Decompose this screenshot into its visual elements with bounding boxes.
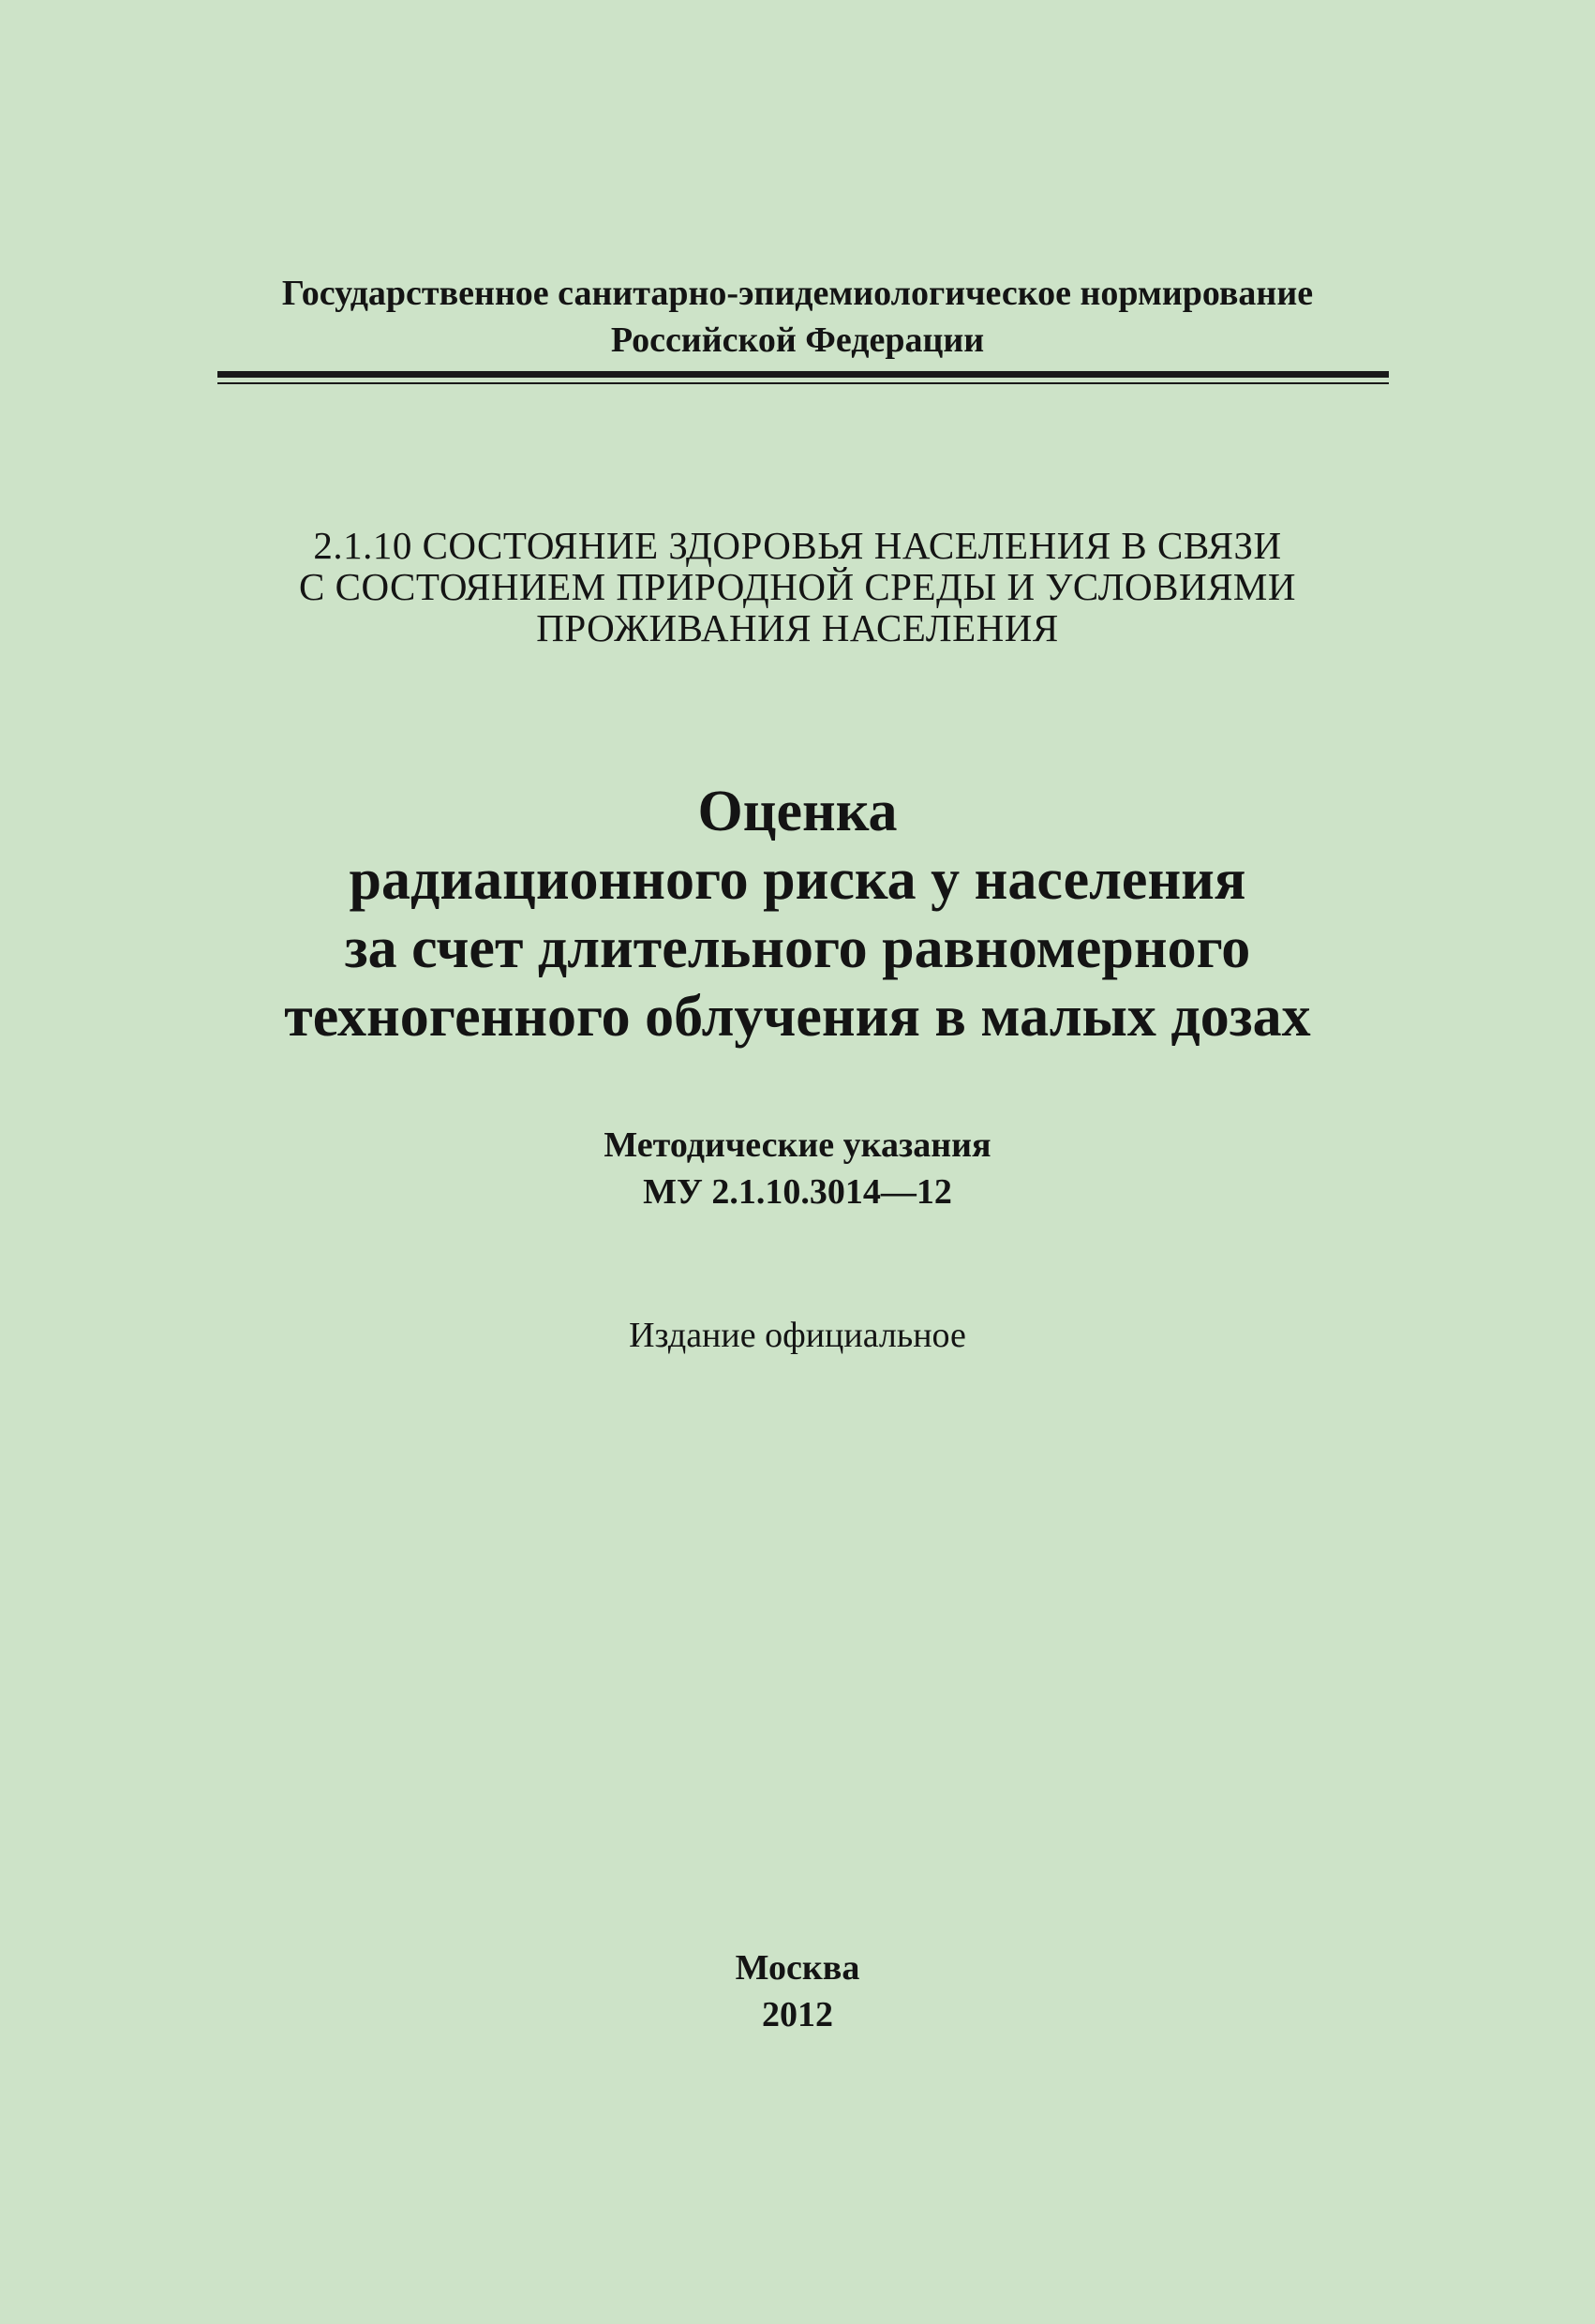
issuing-series-header <box>0 270 1595 364</box>
imprint-city: Москва <box>735 1948 860 1988</box>
header-line-1: Государственное санитарно-эпидемиологическое нормирование <box>281 274 1314 313</box>
imprint-year: 2012 <box>762 1995 833 2034</box>
section-line-1: 2.1.10 СОСТОЯНИЕ ЗДОРОВЬЯ НАСЕЛЕНИЯ В СВЯЗИ <box>313 524 1282 567</box>
doc-type-label: Методические указания <box>604 1125 991 1165</box>
header-divider-thick <box>217 371 1389 378</box>
section-line-3: ПРОЖИВАНИЯ НАСЕЛЕНИЯ <box>536 606 1059 649</box>
document-type <box>0 1122 1595 1215</box>
header-divider-thin <box>217 382 1389 384</box>
section-heading <box>0 525 1595 648</box>
title-line-2: радиационного риска у населения <box>349 848 1246 912</box>
imprint <box>0 1944 1595 2038</box>
doc-number: МУ 2.1.10.3014—12 <box>643 1172 952 1212</box>
title-line-4: техногенного облучения в малых дозах <box>284 985 1311 1049</box>
title-line-1: Оценка <box>697 780 898 843</box>
header-line-2: Российской Федерации <box>610 320 985 360</box>
document-title <box>0 778 1595 1051</box>
section-line-2: С СОСТОЯНИЕМ ПРИРОДНОЙ СРЕДЫ И УСЛОВИЯМИ <box>299 565 1296 608</box>
edition-note: Издание официальное <box>629 1316 966 1355</box>
title-line-3: за счет длительного равномерного <box>344 916 1251 980</box>
